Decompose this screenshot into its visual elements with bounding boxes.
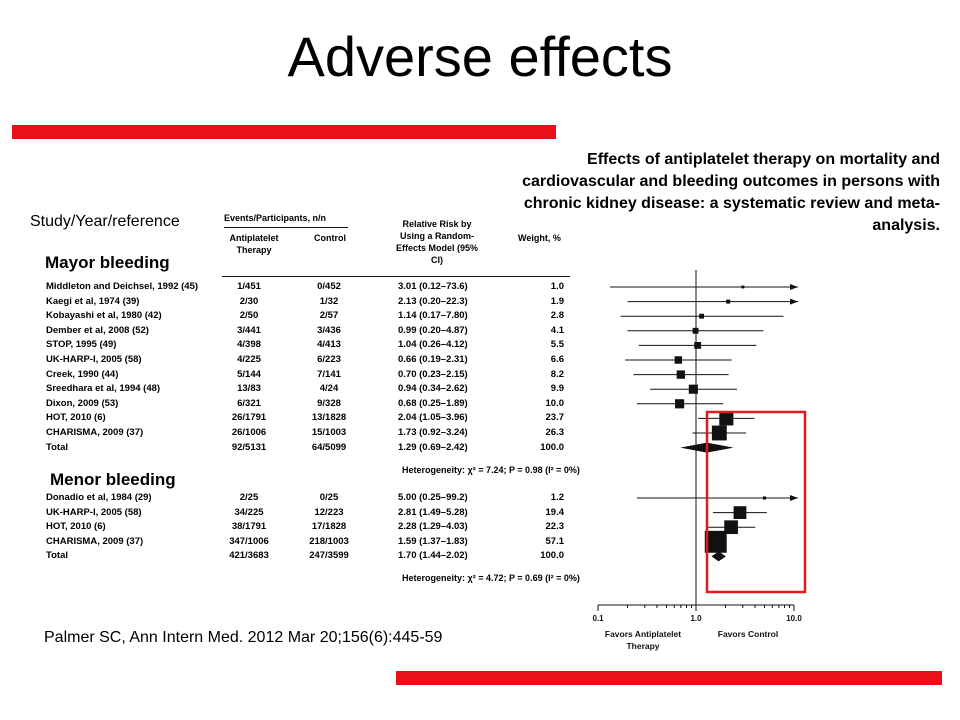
study-column-header: Study/Year/reference — [30, 213, 180, 230]
g0-row-4-point — [694, 342, 701, 349]
g0-total-events-antiplatelet: 92/5131 — [231, 441, 267, 453]
g0-row-9-relative-risk: 2.04 (1.05–3.96) — [398, 412, 468, 424]
g0-row-0-study: Middleton and Deichsel, 1992 (45) — [46, 281, 199, 292]
g0-row-2-relative-risk: 1.14 (0.17–7.80) — [398, 310, 468, 322]
g0-row-10-events-antiplatelet: 26/1006 — [231, 427, 267, 438]
g1-row-0-events-antiplatelet: 2/25 — [239, 492, 259, 503]
g0-row-1-relative-risk: 2.13 (0.20–22.3) — [398, 295, 468, 307]
events-header: Events/Participants, n/n — [224, 213, 327, 223]
g0-row-8-relative-risk: 0.68 (0.25–1.89) — [398, 397, 468, 409]
g0-row-7-weight: 9.9 — [550, 383, 564, 395]
g0-row-3-relative-risk: 0.99 (0.20–4.87) — [398, 324, 468, 336]
g1-total-events-antiplatelet: 421/3683 — [229, 550, 269, 562]
g0-row-6-events-control: 7/141 — [317, 368, 341, 380]
g1-heterogeneity: Heterogeneity: χ² = 4.72; P = 0.69 (I² = 0%) — [402, 573, 580, 583]
g1-total-weight: 100.0 — [540, 550, 564, 562]
favors-control-label-line-1: Favors Control — [717, 629, 779, 639]
g0-row-8-study: Dixon, 2009 (53) — [46, 397, 119, 409]
g0-row-3-events-antiplatelet: 3/441 — [237, 324, 261, 336]
g0-row-10-study: CHARISMA, 2009 (37) — [46, 427, 144, 438]
g0-row-7-point — [689, 385, 698, 394]
g0-total-events-control: 64/5099 — [311, 441, 347, 453]
g1-row-0-study: Donadio et al, 1984 (29) — [46, 492, 152, 503]
g0-row-6-study: Creek, 1990 (44) — [46, 368, 119, 380]
g1-row-3-relative-risk: 1.59 (1.37–1.83) — [398, 535, 468, 547]
g0-row-2-study: Kobayashi et al, 1980 (42) — [46, 310, 162, 322]
g1-total-diamond — [712, 551, 726, 561]
g1-row-0-relative-risk: 5.00 (0.25–99.2) — [398, 492, 468, 503]
g0-row-0-relative-risk: 3.01 (0.12–73.6) — [398, 281, 468, 292]
g0-row-7-study: Sreedhara et al, 1994 (48) — [46, 383, 161, 395]
g0-row-3-study: Dember et al, 2008 (52) — [46, 324, 149, 336]
g0-row-4-events-control: 4/413 — [317, 339, 341, 351]
g0-row-8-weight: 10.0 — [545, 397, 564, 409]
g0-row-6-relative-risk: 0.70 (0.23–2.15) — [398, 368, 468, 380]
g1-row-2-weight: 22.3 — [545, 521, 564, 533]
g0-row-5-weight: 6.6 — [550, 354, 564, 365]
g0-row-8-events-control: 9/328 — [317, 397, 341, 409]
g0-row-5-relative-risk: 0.66 (0.19–2.31) — [398, 354, 468, 365]
g0-row-5-events-antiplatelet: 4/225 — [237, 354, 261, 365]
g0-row-1-events-control: 1/32 — [319, 295, 339, 307]
g1-row-2-events-antiplatelet: 38/1791 — [231, 521, 267, 533]
g0-row-1-events-antiplatelet: 2/30 — [239, 295, 259, 307]
g0-row-3-events-control: 3/436 — [317, 324, 341, 336]
x-tick-label-1: 1.0 — [690, 614, 702, 623]
g0-row-6-events-antiplatelet: 5/144 — [237, 368, 261, 380]
g1-total-relative-risk: 1.70 (1.44–2.02) — [398, 550, 468, 562]
g0-row-2-weight: 2.8 — [550, 310, 564, 322]
g0-row-3-weight: 4.1 — [550, 324, 564, 336]
g0-row-1-ci-arrow — [790, 299, 798, 305]
favors-antiplatelet-label-line-2: Therapy — [626, 641, 660, 651]
g1-row-0-events-control: 0/25 — [319, 492, 339, 503]
g1-row-1-events-control: 12/223 — [314, 506, 344, 518]
g1-row-1-weight: 19.4 — [545, 506, 564, 518]
g0-row-7-relative-risk: 0.94 (0.34–2.62) — [398, 383, 468, 395]
g1-row-3-events-antiplatelet: 347/1006 — [229, 535, 269, 547]
g0-row-0-ci-arrow — [790, 284, 798, 290]
control-header: Control — [314, 233, 346, 243]
g0-row-1-study: Kaegi et al, 1974 (39) — [46, 295, 140, 307]
g0-row-5-point — [675, 356, 682, 363]
g1-row-3-study: CHARISMA, 2009 (37) — [46, 535, 144, 547]
g1-total-events-control: 247/3599 — [309, 550, 349, 562]
antiplatelet-header: Antiplatelet Therapy — [229, 233, 279, 255]
g0-row-0-point — [741, 286, 744, 289]
g1-row-3-events-control: 218/1003 — [309, 535, 349, 547]
group-label-major-bleeding: Mayor bleeding — [45, 253, 170, 272]
g0-row-6-weight: 8.2 — [550, 368, 564, 380]
g0-row-0-weight: 1.0 — [550, 281, 564, 292]
g1-row-2-relative-risk: 2.28 (1.29–4.03) — [398, 521, 468, 533]
g0-row-7-events-antiplatelet: 13/83 — [237, 383, 261, 395]
g0-row-9-events-antiplatelet: 26/1791 — [231, 412, 267, 424]
x-tick-label-0: 0.1 — [592, 614, 604, 623]
g0-row-10-relative-risk: 1.73 (0.92–3.24) — [398, 427, 468, 438]
g0-row-10-weight: 26.3 — [545, 427, 564, 438]
favors-antiplatelet-label-line-1: Favors Antiplatelet — [604, 629, 682, 639]
g0-row-7-events-control: 4/24 — [319, 383, 339, 395]
g0-heterogeneity: Heterogeneity: χ² = 7.24; P = 0.98 (I² = 0%) — [402, 465, 580, 475]
g0-row-9-events-control: 13/1828 — [311, 412, 347, 424]
g1-row-0-ci-arrow — [790, 495, 798, 501]
g0-row-0-events-control: 0/452 — [317, 281, 341, 292]
g1-row-1-point — [734, 506, 747, 519]
g0-row-2-point — [699, 314, 704, 319]
group-label-minor-bleeding: Menor bleeding — [50, 470, 176, 489]
g0-row-6-point — [677, 370, 685, 378]
g1-row-2-study: HOT, 2010 (6) — [46, 521, 106, 533]
figure-subtitle: Effects of antiplatelet therapy on mortality and cardiovascular and bleeding outcomes in persons with chronic kidney disease: a systematic review and meta-analysis. — [522, 151, 940, 234]
g0-row-5-events-control: 6/223 — [317, 354, 341, 365]
g0-row-10-point — [712, 426, 727, 441]
g0-row-1-point — [726, 300, 730, 304]
slide-title: Adverse effects — [287, 25, 673, 88]
g0-row-8-events-antiplatelet: 6/321 — [237, 397, 261, 409]
x-tick-label-2: 10.0 — [786, 614, 802, 623]
g0-row-4-study: STOP, 1995 (49) — [46, 339, 117, 351]
g1-row-2-events-control: 17/1828 — [311, 521, 347, 533]
g1-row-0-point — [763, 496, 766, 499]
g0-row-0-events-antiplatelet: 1/451 — [237, 281, 261, 292]
g1-row-3-weight: 57.1 — [545, 535, 564, 547]
g1-row-0-weight: 1.2 — [550, 492, 564, 503]
g0-row-9-point — [719, 411, 733, 425]
g0-row-4-events-antiplatelet: 4/398 — [237, 339, 261, 351]
g0-row-5-study: UK-HARP-I, 2005 (58) — [46, 354, 142, 365]
g1-row-1-relative-risk: 2.81 (1.49–5.28) — [398, 506, 468, 518]
citation: Palmer SC, Ann Intern Med. 2012 Mar 20;156(6):445-59 — [44, 629, 443, 646]
g0-row-4-weight: 5.5 — [550, 339, 564, 351]
weight-header: Weight, % — [518, 233, 561, 243]
g1-row-1-events-antiplatelet: 34/225 — [234, 506, 264, 518]
g0-row-2-events-antiplatelet: 2/50 — [239, 310, 259, 322]
g0-row-4-relative-risk: 1.04 (0.26–4.12) — [398, 339, 468, 351]
g0-row-9-weight: 23.7 — [545, 412, 564, 424]
g1-row-1-study: UK-HARP-I, 2005 (58) — [46, 506, 142, 518]
relative-risk-header: Relative Risk by Using a Random-Effects Model (95% CI) — [395, 219, 479, 265]
g0-row-2-events-control: 2/57 — [319, 310, 339, 322]
g0-total-weight: 100.0 — [540, 441, 564, 453]
g0-row-1-weight: 1.9 — [550, 295, 564, 307]
g0-row-9-study: HOT, 2010 (6) — [46, 412, 106, 424]
g0-total-study: Total — [46, 441, 68, 453]
g0-row-8-point — [675, 399, 684, 408]
g0-total-relative-risk: 1.29 (0.69–2.42) — [398, 441, 468, 453]
g1-total-study: Total — [46, 550, 68, 562]
g0-row-10-events-control: 15/1003 — [311, 427, 347, 438]
